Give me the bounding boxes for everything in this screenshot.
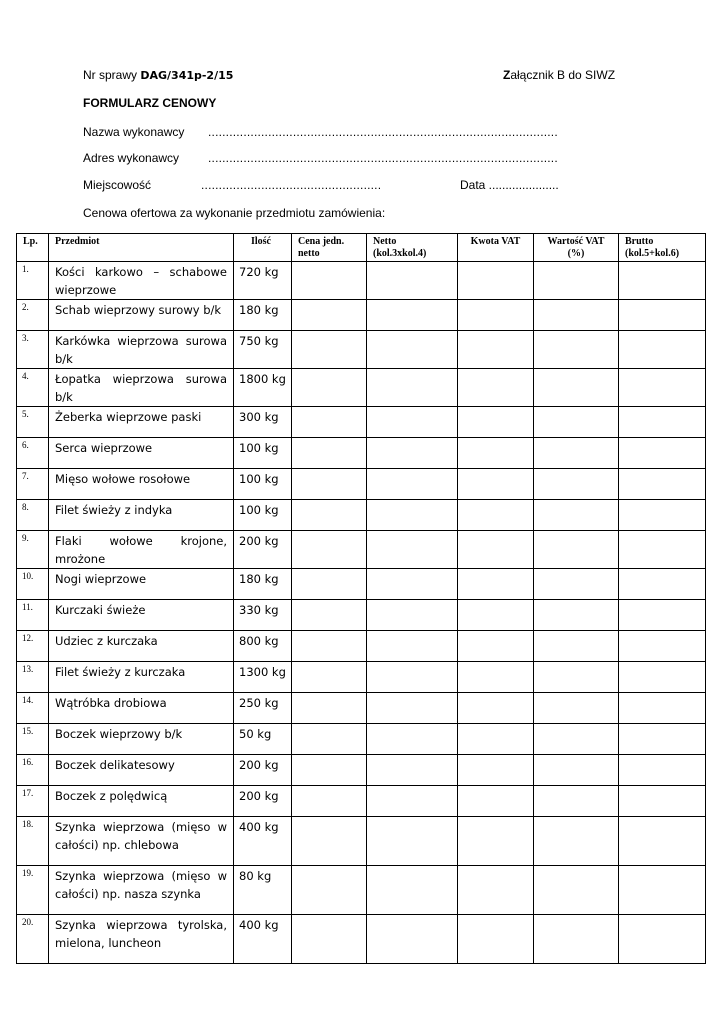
header-gross: Brutto (kol.5+kol.6) (619, 234, 706, 262)
table-row (17, 300, 706, 331)
row-quantity: 100 kg (234, 469, 292, 500)
row-number: 16. (17, 755, 49, 786)
row-net-cell[interactable] (367, 866, 458, 915)
row-vat-amount-cell[interactable] (458, 262, 534, 300)
row-vat-amount-cell[interactable] (458, 469, 534, 500)
row-unit-price-cell[interactable] (292, 369, 367, 407)
row-unit-price-cell[interactable] (292, 569, 367, 600)
row-item: Szynka wieprzowa (mięso w całości) np. chlebowa (49, 817, 234, 866)
row-net-cell[interactable] (367, 755, 458, 786)
row-quantity: 200 kg (234, 755, 292, 786)
row-unit-price-cell[interactable] (292, 262, 367, 300)
contractor-name-label: Nazwa wykonawcy (83, 125, 185, 139)
table-row (17, 569, 706, 600)
row-gross-cell[interactable] (619, 817, 706, 866)
header-item: Przedmiot (49, 234, 234, 262)
row-vat-rate-cell[interactable] (534, 600, 619, 631)
row-quantity: 180 kg (234, 300, 292, 331)
header-vat-amount: Kwota VAT (458, 234, 534, 262)
annex-label-initial: Z (503, 68, 511, 82)
row-gross-cell[interactable] (619, 866, 706, 915)
row-gross-cell[interactable] (619, 469, 706, 500)
row-net-cell[interactable] (367, 817, 458, 866)
date-field[interactable]: Data ..................... (460, 178, 559, 192)
row-net-cell[interactable] (367, 724, 458, 755)
row-number: 17. (17, 786, 49, 817)
row-number: 12. (17, 631, 49, 662)
table-header-row (17, 234, 706, 262)
row-vat-amount-cell[interactable] (458, 693, 534, 724)
row-gross-cell[interactable] (619, 300, 706, 331)
row-vat-rate-cell[interactable] (534, 866, 619, 915)
row-number: 5. (17, 407, 49, 438)
table-row (17, 438, 706, 469)
row-vat-amount-cell[interactable] (458, 866, 534, 915)
row-vat-amount-cell[interactable] (458, 569, 534, 600)
row-quantity: 800 kg (234, 631, 292, 662)
row-number: 14. (17, 693, 49, 724)
row-quantity: 400 kg (234, 817, 292, 866)
contractor-address-field[interactable]: ................................................................................................... (208, 151, 558, 165)
row-net-cell[interactable] (367, 786, 458, 817)
row-vat-amount-cell[interactable] (458, 369, 534, 407)
table-body (17, 262, 706, 964)
row-net-cell[interactable] (367, 407, 458, 438)
row-number: 10. (17, 569, 49, 600)
row-quantity: 50 kg (234, 724, 292, 755)
row-item: Udziec z kurczaka (49, 631, 234, 662)
row-quantity: 400 kg (234, 915, 292, 964)
row-number: 9. (17, 531, 49, 569)
row-item: Karkówka wieprzowa surowa b/k (49, 331, 234, 369)
row-unit-price-cell[interactable] (292, 600, 367, 631)
row-number: 2. (17, 300, 49, 331)
table-row (17, 500, 706, 531)
row-unit-price-cell[interactable] (292, 915, 367, 964)
row-net-cell[interactable] (367, 369, 458, 407)
row-net-cell[interactable] (367, 600, 458, 631)
row-vat-rate-cell[interactable] (534, 262, 619, 300)
row-gross-cell[interactable] (619, 631, 706, 662)
row-vat-amount-cell[interactable] (458, 331, 534, 369)
table-row (17, 662, 706, 693)
header-lp: Lp. (17, 234, 49, 262)
row-net-cell[interactable] (367, 569, 458, 600)
table-row (17, 693, 706, 724)
row-quantity: 300 kg (234, 407, 292, 438)
city-label: Miejscowość (83, 178, 152, 192)
row-number: 13. (17, 662, 49, 693)
table-row (17, 724, 706, 755)
contractor-name-field[interactable]: ................................................................................................... (208, 125, 558, 139)
row-quantity: 200 kg (234, 786, 292, 817)
row-item: Wątróbka drobiowa (49, 693, 234, 724)
row-quantity: 750 kg (234, 331, 292, 369)
row-gross-cell[interactable] (619, 755, 706, 786)
row-vat-amount-cell[interactable] (458, 631, 534, 662)
form-title: FORMULARZ CENOWY (83, 96, 217, 110)
row-vat-rate-cell[interactable] (534, 331, 619, 369)
row-number: 20. (17, 915, 49, 964)
contractor-address-label: Adres wykonawcy (83, 151, 180, 165)
annex-label (503, 68, 615, 82)
row-item: Boczek delikatesowy (49, 755, 234, 786)
row-vat-amount-cell[interactable] (458, 786, 534, 817)
row-vat-rate-cell[interactable] (534, 724, 619, 755)
row-unit-price-cell[interactable] (292, 755, 367, 786)
row-unit-price-cell[interactable] (292, 693, 367, 724)
row-item: Szynka wieprzowa tyrolska, mielona, luncheon (49, 915, 234, 964)
row-vat-rate-cell[interactable] (534, 631, 619, 662)
row-item: Kości karkowo – schabowe wieprzowe (49, 262, 234, 300)
row-gross-cell[interactable] (619, 915, 706, 964)
row-gross-cell[interactable] (619, 500, 706, 531)
row-quantity: 1800 kg (234, 369, 292, 407)
table-row (17, 469, 706, 500)
row-vat-rate-cell[interactable] (534, 407, 619, 438)
row-gross-cell[interactable] (619, 407, 706, 438)
row-item: Serca wieprzowe (49, 438, 234, 469)
row-unit-price-cell[interactable] (292, 469, 367, 500)
row-item: Mięso wołowe rosołowe (49, 469, 234, 500)
row-net-cell[interactable] (367, 915, 458, 964)
row-vat-rate-cell[interactable] (534, 786, 619, 817)
row-unit-price-cell[interactable] (292, 331, 367, 369)
row-gross-cell[interactable] (619, 369, 706, 407)
row-item: Boczek wieprzowy b/k (49, 724, 234, 755)
table-row (17, 331, 706, 369)
row-item: Nogi wieprzowe (49, 569, 234, 600)
table-row (17, 531, 706, 569)
row-vat-amount-cell[interactable] (458, 755, 534, 786)
table-row (17, 600, 706, 631)
table-row (17, 369, 706, 407)
header-qty: Ilość (234, 234, 292, 262)
table-row (17, 817, 706, 866)
row-vat-amount-cell[interactable] (458, 817, 534, 866)
row-vat-rate-cell[interactable] (534, 915, 619, 964)
row-quantity: 1300 kg (234, 662, 292, 693)
table-row (17, 407, 706, 438)
row-vat-rate-cell[interactable] (534, 662, 619, 693)
row-vat-amount-cell[interactable] (458, 600, 534, 631)
row-number: 3. (17, 331, 49, 369)
row-unit-price-cell[interactable] (292, 500, 367, 531)
table-row (17, 262, 706, 300)
row-net-cell[interactable] (367, 262, 458, 300)
case-number (83, 68, 233, 82)
row-unit-price-cell[interactable] (292, 786, 367, 817)
row-unit-price-cell[interactable] (292, 631, 367, 662)
row-vat-amount-cell[interactable] (458, 438, 534, 469)
row-vat-rate-cell[interactable] (534, 500, 619, 531)
row-gross-cell[interactable] (619, 662, 706, 693)
row-net-cell[interactable] (367, 331, 458, 369)
row-net-cell[interactable] (367, 500, 458, 531)
row-net-cell[interactable] (367, 662, 458, 693)
row-vat-amount-cell[interactable] (458, 407, 534, 438)
row-net-cell[interactable] (367, 693, 458, 724)
row-unit-price-cell[interactable] (292, 407, 367, 438)
row-gross-cell[interactable] (619, 331, 706, 369)
row-item: Łopatka wieprzowa surowa b/k (49, 369, 234, 407)
row-item: Szynka wieprzowa (mięso w całości) np. nasza szynka (49, 866, 234, 915)
row-vat-rate-cell[interactable] (534, 569, 619, 600)
row-number: 18. (17, 817, 49, 866)
row-number: 7. (17, 469, 49, 500)
row-vat-rate-cell[interactable] (534, 300, 619, 331)
row-quantity: 80 kg (234, 866, 292, 915)
row-number: 8. (17, 500, 49, 531)
row-vat-rate-cell[interactable] (534, 531, 619, 569)
row-vat-amount-cell[interactable] (458, 300, 534, 331)
row-item: Flaki wołowe krojone, mrożone (49, 531, 234, 569)
row-unit-price-cell[interactable] (292, 724, 367, 755)
row-vat-amount-cell[interactable] (458, 915, 534, 964)
row-item: Schab wieprzowy surowy b/k (49, 300, 234, 331)
row-quantity: 250 kg (234, 693, 292, 724)
row-unit-price-cell[interactable] (292, 817, 367, 866)
table-row (17, 631, 706, 662)
row-quantity: 100 kg (234, 500, 292, 531)
row-net-cell[interactable] (367, 438, 458, 469)
row-number: 1. (17, 262, 49, 300)
row-vat-rate-cell[interactable] (534, 369, 619, 407)
row-unit-price-cell[interactable] (292, 300, 367, 331)
table-row (17, 915, 706, 964)
row-number: 15. (17, 724, 49, 755)
row-gross-cell[interactable] (619, 786, 706, 817)
city-field[interactable]: ................................................... (201, 178, 382, 192)
row-vat-amount-cell[interactable] (458, 724, 534, 755)
table-row (17, 755, 706, 786)
row-gross-cell[interactable] (619, 693, 706, 724)
row-number: 19. (17, 866, 49, 915)
row-vat-amount-cell[interactable] (458, 500, 534, 531)
row-gross-cell[interactable] (619, 724, 706, 755)
row-gross-cell[interactable] (619, 262, 706, 300)
table-row (17, 786, 706, 817)
row-quantity: 200 kg (234, 531, 292, 569)
row-number: 6. (17, 438, 49, 469)
header-net: Netto (kol.3xkol.4) (367, 234, 458, 262)
row-quantity: 720 kg (234, 262, 292, 300)
row-item: Żeberka wieprzowe paski (49, 407, 234, 438)
row-vat-rate-cell[interactable] (534, 438, 619, 469)
row-number: 4. (17, 369, 49, 407)
row-unit-price-cell[interactable] (292, 662, 367, 693)
row-unit-price-cell[interactable] (292, 866, 367, 915)
table-row (17, 866, 706, 915)
header-unit-price: Cena jedn. netto (292, 234, 367, 262)
price-table (16, 233, 706, 964)
row-vat-rate-cell[interactable] (534, 693, 619, 724)
row-net-cell[interactable] (367, 469, 458, 500)
row-net-cell[interactable] (367, 531, 458, 569)
row-gross-cell[interactable] (619, 569, 706, 600)
row-vat-rate-cell[interactable] (534, 755, 619, 786)
row-net-cell[interactable] (367, 631, 458, 662)
row-item: Filet świeży z indyka (49, 500, 234, 531)
row-quantity: 100 kg (234, 438, 292, 469)
row-gross-cell[interactable] (619, 531, 706, 569)
case-number-label: Nr sprawy (83, 68, 141, 82)
annex-label-rest: ałącznik B do SIWZ (510, 68, 616, 82)
row-number: 11. (17, 600, 49, 631)
row-net-cell[interactable] (367, 300, 458, 331)
row-gross-cell[interactable] (619, 438, 706, 469)
row-quantity: 180 kg (234, 569, 292, 600)
intro-text: Cenowa ofertowa za wykonanie przedmiotu zamówienia: (83, 206, 386, 220)
row-vat-amount-cell[interactable] (458, 531, 534, 569)
row-item: Boczek z polędwicą (49, 786, 234, 817)
row-vat-rate-cell[interactable] (534, 817, 619, 866)
case-number-code: DAG/341p-2/15 (140, 69, 234, 82)
row-item: Filet świeży z kurczaka (49, 662, 234, 693)
row-vat-rate-cell[interactable] (534, 469, 619, 500)
row-unit-price-cell[interactable] (292, 531, 367, 569)
row-vat-amount-cell[interactable] (458, 662, 534, 693)
row-quantity: 330 kg (234, 600, 292, 631)
row-item: Kurczaki świeże (49, 600, 234, 631)
header-vat-rate: Wartość VAT (%) (534, 234, 619, 262)
row-gross-cell[interactable] (619, 600, 706, 631)
row-unit-price-cell[interactable] (292, 438, 367, 469)
